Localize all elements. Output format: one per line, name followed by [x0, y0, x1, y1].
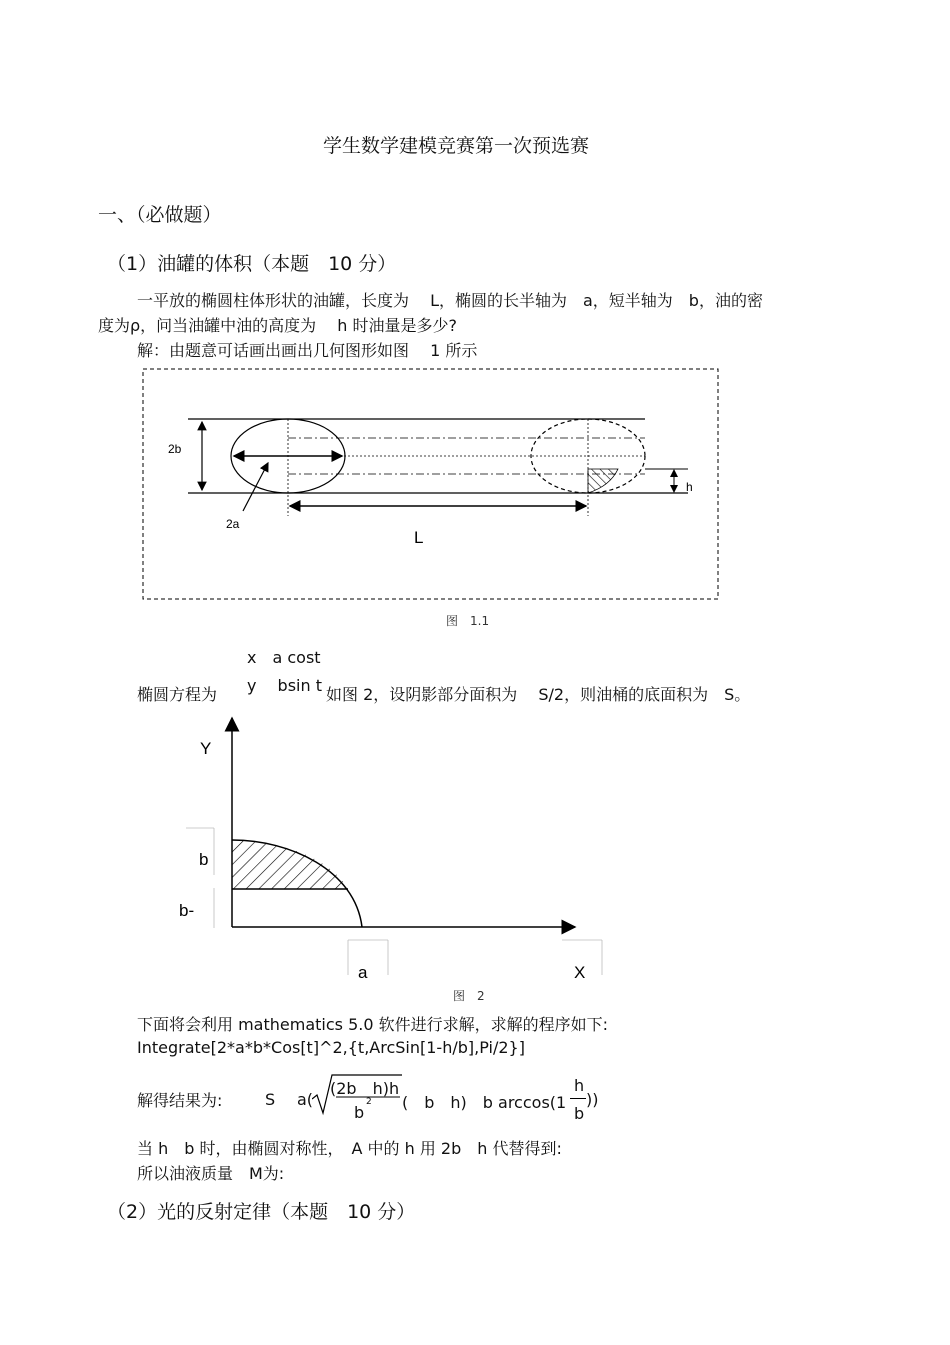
result-frac-den: b [574, 1104, 585, 1123]
equation-prefix: 椭圆方程为 [137, 685, 218, 704]
result-close: )) [586, 1090, 599, 1109]
label-a: a [358, 963, 368, 982]
equation-y-line: y bsin t [247, 676, 322, 695]
figure-2-ellipse-quadrant [170, 710, 610, 985]
result-frac-num: h [574, 1076, 585, 1095]
figure-1-frame [143, 369, 718, 599]
label-2b: 2b [168, 442, 182, 456]
label-Y: Y [200, 739, 212, 758]
hatched-oil-region [588, 469, 618, 493]
symmetry-line: 当 h b 时，由椭圆对称性， A 中的 h 用 2b h 代替得到: [137, 1139, 562, 1158]
question-2-heading: （2）光的反射定律（本题 10 分） [107, 1201, 416, 1223]
section-heading: 一、（必做题） [98, 204, 222, 226]
question-1-text-line-2: 度为ρ，问当油罐中油的高度为 h 时油量是多少? [98, 316, 457, 335]
result-denominator-exponent: 2 [366, 1097, 372, 1107]
page-title: 学生数学建模竞赛第一次预选赛 [323, 135, 590, 157]
mathematica-code: Integrate[2*a*b*Cos[t]^2,{t,ArcSin[1-h/b],Pi/2}] [137, 1038, 525, 1057]
figure-2-caption: 图 2 [453, 989, 485, 1003]
label-h: h [686, 480, 693, 494]
label-b: b [199, 850, 209, 869]
result-S: S [265, 1090, 276, 1109]
software-line: 下面将会利用 mathematics 5.0 软件进行求解，求解的程序如下: [137, 1015, 608, 1034]
question-1-text-line-1: 一平放的椭圆柱体形状的油罐，长度为 L，椭圆的长半轴为 a，短半轴为 b，油的密 [137, 291, 763, 310]
result-prefix: 解得结果为: [137, 1091, 223, 1110]
result-a-open: a( [297, 1090, 314, 1109]
question-1-heading: （1）油罐的体积（本题 10 分） [107, 253, 397, 275]
solution-intro: 解：由题意可话画出画出几何图形如图 1 所示 [137, 341, 478, 360]
figure-1-tank-diagram [140, 366, 722, 602]
mass-line: 所以油液质量 M为: [137, 1164, 285, 1183]
result-numerator: (2b h)h [330, 1079, 400, 1098]
result-middle: ( b h) b arccos(1 [402, 1093, 567, 1112]
label-2a: 2a [226, 517, 240, 531]
hatched-area [232, 840, 348, 889]
equation-x-line: x a cost [247, 648, 321, 667]
equation-suffix: 如图 2，设阴影部分面积为 S/2，则油桶的底面积为 S。 [326, 685, 751, 704]
label-b-minus: b- [179, 901, 195, 920]
result-denominator: b [354, 1103, 365, 1122]
label-X: X [574, 963, 586, 982]
label-L: L [414, 528, 424, 547]
figure-1-caption: 图 1.1 [446, 614, 490, 628]
